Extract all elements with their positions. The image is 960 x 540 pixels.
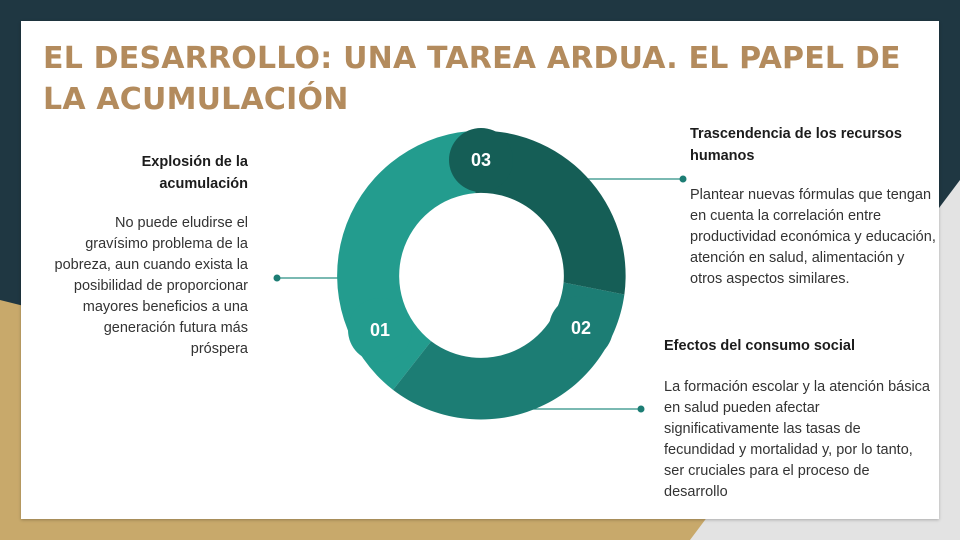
item-02-text: La formación escolar y la atención básica en salud pueden afectar significativamente las tasas de fecundidad y mortalidad y, por lo tanto, ser cruciales para el proceso de desarrollo [664, 379, 930, 500]
item-01-text: No puede eludirse el gravísimo problema de la pobreza, aun cuando exista la posibilidad de proporcionar mayores beneficios a una generación futura más próspera [54, 215, 248, 357]
marker-02-number: 02 [570, 318, 592, 338]
connector-dot-02 [638, 406, 645, 413]
slide-title: EL DESARROLLO: UNA TAREA ARDUA. EL PAPEL DE LA ACUMULACIÓN [43, 41, 901, 117]
marker-01-number: 01 [369, 320, 391, 340]
marker-03-number: 03 [470, 150, 492, 170]
item-03-text: Plantear nuevas fórmulas que tengan en cuenta la correlación entre productividad económica y educación, atención en salud, alimentación y otros aspectos similares. [690, 187, 936, 287]
item-03-heading: Trascendencia de los recursos humanos [690, 126, 902, 164]
item-01-heading: Explosión de la acumulación [141, 154, 248, 192]
connector-dot-03 [680, 176, 687, 183]
connector-dot-01 [274, 275, 281, 282]
item-02-heading: Efectos del consumo social [664, 338, 855, 354]
